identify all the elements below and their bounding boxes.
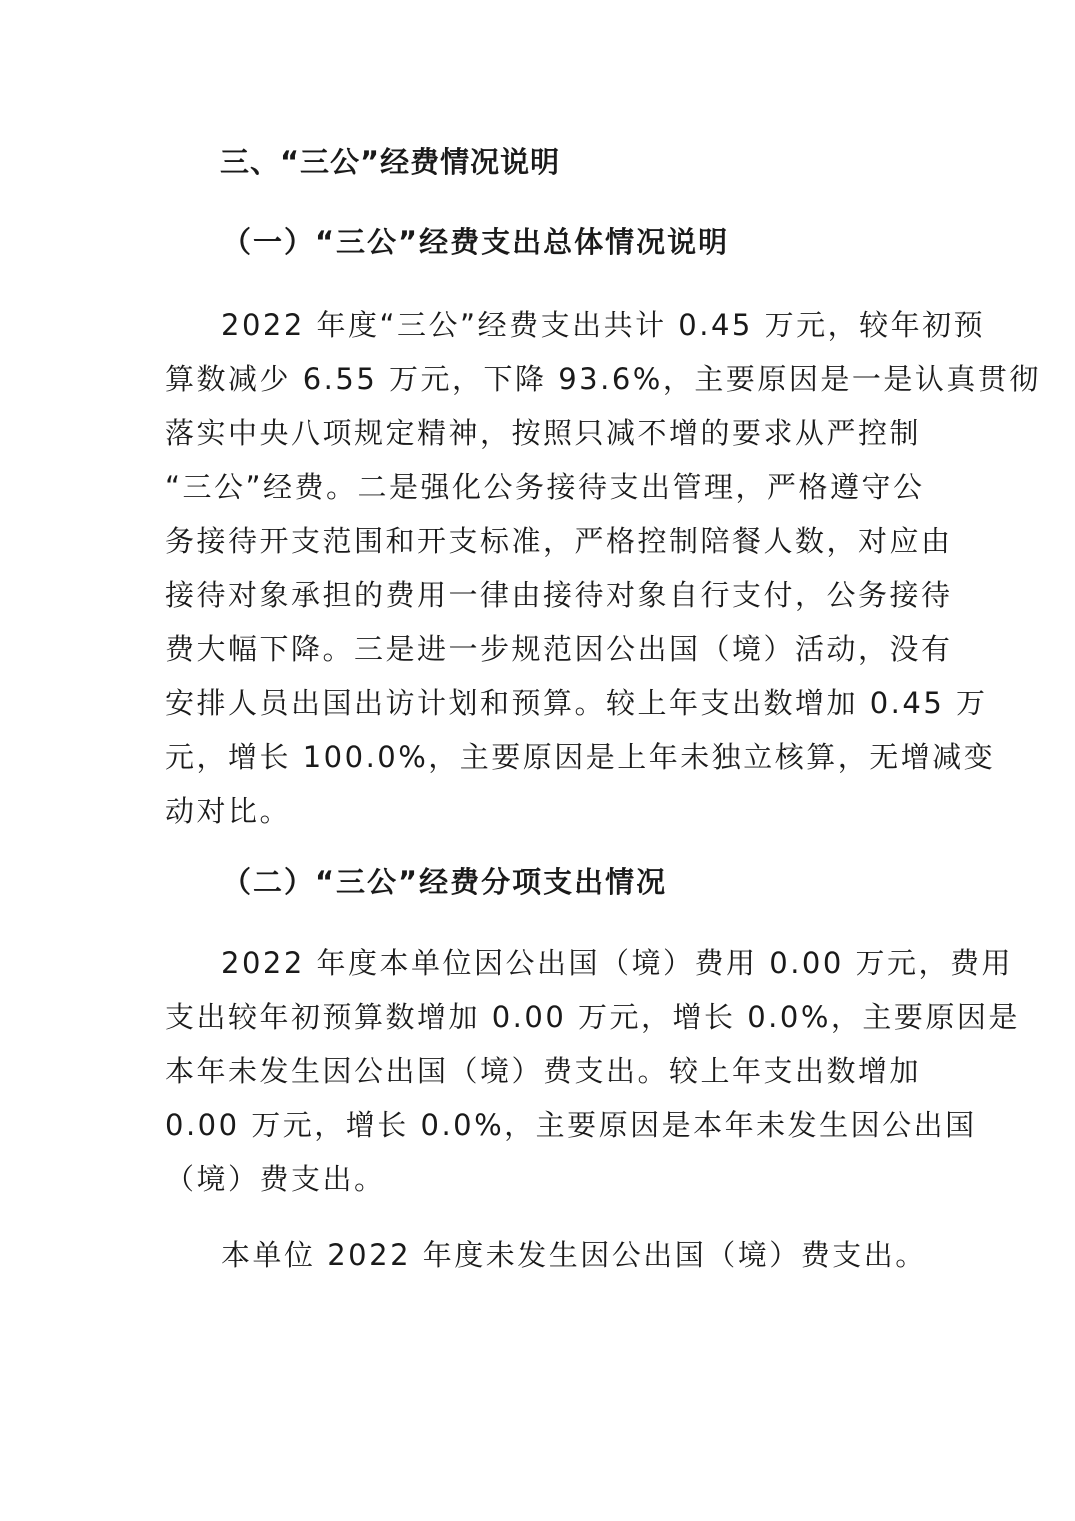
paragraph-overseas-expense: [165, 936, 1020, 1206]
section-title: 三、“三公”经费情况说明: [220, 145, 561, 179]
paragraph-overall-summary: [165, 298, 1041, 838]
paragraph-line: （境）费支出。: [165, 1162, 386, 1196]
paragraph-line: 2022 年度本单位因公出国（境）费用 0.00 万元，费用: [221, 946, 1014, 980]
paragraph-line: 2022 年度“三公”经费支出共计 0.45 万元，较年初预: [221, 308, 986, 342]
paragraph-line: 务接待开支范围和开支标准，严格控制陪餐人数，对应由: [165, 524, 953, 558]
paragraph-line: 安排人员出国出访计划和预算。较上年支出数增加 0.45 万: [165, 686, 988, 720]
paragraph-line: 费大幅下降。三是进一步规范因公出国（境）活动，没有: [165, 632, 953, 666]
paragraph-overseas-note: [165, 1228, 927, 1282]
paragraph-line: 元，增长 100.0%，主要原因是上年未独立核算，无增减变: [165, 740, 996, 774]
paragraph-line: 动对比。: [165, 794, 292, 828]
paragraph-line: “三公”经费。二是强化公务接待支出管理，严格遵守公: [165, 470, 925, 504]
subsection-title-overall: （一）“三公”经费支出总体情况说明: [222, 225, 730, 259]
paragraph-line: 接待对象承担的费用一律由接待对象自行支付，公务接待: [165, 578, 953, 612]
paragraph-line: 本年未发生因公出国（境）费支出。较上年支出数增加: [165, 1054, 922, 1088]
paragraph-line: 0.00 万元，增长 0.0%，主要原因是本年未发生因公出国: [165, 1108, 977, 1142]
subsection-title-itemized: （二）“三公”经费分项支出情况: [222, 865, 668, 899]
paragraph-line: 落实中央八项规定精神，按照只减不增的要求从严控制: [165, 416, 922, 450]
paragraph-line: 本单位 2022 年度未发生因公出国（境）费支出。: [221, 1238, 927, 1272]
paragraph-line: 算数减少 6.55 万元，下降 93.6%，主要原因是一是认真贯彻: [165, 362, 1041, 396]
paragraph-line: 支出较年初预算数增加 0.00 万元，增长 0.0%，主要原因是: [165, 1000, 1020, 1034]
